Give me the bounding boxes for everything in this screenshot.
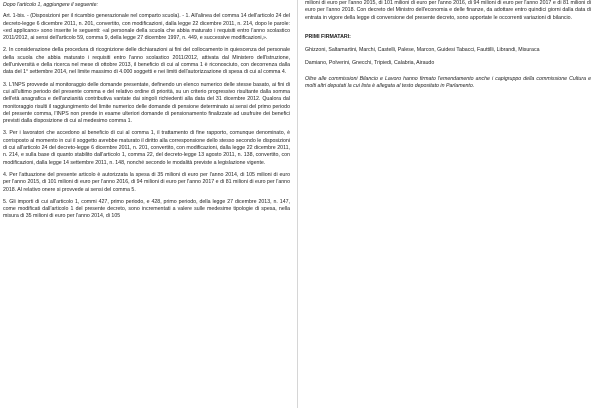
- closing-note: Oltre alle commissioni Bilancio e Lavoro hanno firmato l'emendamento anche i capigruppo della commissione Cultura e molti altri deputati la cui lista è allegata al testo depositato in Parlamento.: [305, 75, 591, 90]
- paragraph-2: 2. In considerazione della procedura di ricognizione delle dichiarazioni ai fini del collocamento in quiescenza del personale della scuola che abbia maturato i requisiti entro l'anno scolastico 2011/2012, attivata dal Ministero dell'istruzione, dell'università e della ricerca nel mese di ottobre 2013, il beneficio di cui al comma 1 è riconosciuto, con decorrenza dalla data del 1° settembre 2014, nel limite massimo di 4.000 soggetti e nei limiti dell'autorizzazione di spesa di cui al comma 4.: [3, 47, 290, 76]
- paragraph-art-1-bis: Art. 1-bis. - (Disposizioni per il ricambio generazionale nel comparto scuola). - 1. All'alinea del comma 14 dell'articolo 24 del decreto-legge 6 dicembre 2011, n. 201, convertito, con modificazioni, dalla legge 22 dicembre 2011, n. 214, dopo le parole: «ed applicano» sono inserite le seguenti: «al personale della scuola che abbia maturato i requisiti entro l'anno scolastico 2011/2012, ai sensi dell'articolo 59, comma 9, della legge 27 dicembre 1997, n. 449, e successive modificazioni,».: [3, 13, 290, 42]
- signers-list-2: Damiano, Polverini, Gnecchi, Tripiedi, Calabria, Airaudo: [305, 60, 435, 67]
- paragraph-3-tfr: 3. Per i lavoratori che accedono al beneficio di cui al comma 1, il trattamento di fine rapporto, comunque denominato, è corrisposto al momento in cui il soggetto avrebbe maturato il diritto alla corresponsione dello stesso secondo le disposizioni di cui all'articolo 24 del decreto-legge 6 dicembre 2011, n. 201, convertito, con modificazioni, dalla legge 22 dicembre 2011, n. 214, e sulla base di quanto stabilito dall'articolo 1, comma 22, del decreto-legge 13 agosto 2011, n. 138, convertito, con modificazioni, dalla legge 14 settembre 2011, n. 148, nonché secondo le modalità previste a legislazione vigente.: [3, 130, 290, 166]
- signers-list-1: Ghizzoni, Saltamartini, Marchi, Castelli, Palese, Marcon, Guidesi Tabacci, Fauttilli, Librandi, Misuraca: [305, 47, 540, 54]
- paragraph-3-monitoring: 3. L'INPS provvede al monitoraggio delle domande presentate, definendo un elenco numerico delle stesse basato, ai fini di cui all'ultimo periodo del presente comma e del relativo ordine di priorità, su un criterio progressivo risultante dalla somma dell'età anagrafica e dell'anzianità contributiva vantate dai singoli richiedenti alla data del 31 dicembre 2012. Qualora dal monitoraggio risulti il raggiungimento del limite numerico delle domande di pensione determinato ai sensi del primo periodo del presente comma, l'INPS non prende in esame ulteriori domande di pensionamento finalizzate ad usufruire dei benefici previsti dalla disposizione di cui al medesimo comma 1.: [3, 81, 290, 125]
- column-divider: [297, 0, 298, 408]
- left-column: [3, 0, 290, 408]
- signers-title: PRIMI FIRMATARI:: [305, 33, 351, 40]
- paragraph-5-continuation: milioni di euro per l'anno 2015, di 101 milioni di euro per l'anno 2016, di 94 milioni di euro per l'anno 2017 e di 81 milioni di euro per l'anno 2018. Con decreto del Ministro dell'economia e delle finanze, da adottare entro quindici giorni dalla data di entrata in vigore della legge di conversione del presente decreto, sono apportate le occorrenti variazioni di bilancio.: [305, 0, 591, 21]
- amendment-intro: Dopo l'articolo 1, aggiungere il seguente:: [3, 2, 98, 8]
- paragraph-4: 4. Per l'attuazione del presente articolo è autorizzata la spesa di 35 milioni di euro per l'anno 2014, di 105 milioni di euro per l'anno 2015, di 101 milioni di euro per l'anno 2016, di 94 milioni di euro per l'anno 2017 e di 81 milioni di euro per l'anno 2018. Al relativo onere si provvede ai sensi del comma 5.: [3, 171, 290, 193]
- right-column: [305, 0, 591, 408]
- paragraph-5: 5. Gli importi di cui all'articolo 1, commi 427, primo periodo, e 428, primo periodo, della legge 27 dicembre 2013, n. 147, come modificati dall'articolo 1 del presente decreto, sono incrementati a valere sulle medesime tipologie di spesa, nella misura di 35 milioni di euro per l'anno 2014, di 105: [3, 198, 290, 220]
